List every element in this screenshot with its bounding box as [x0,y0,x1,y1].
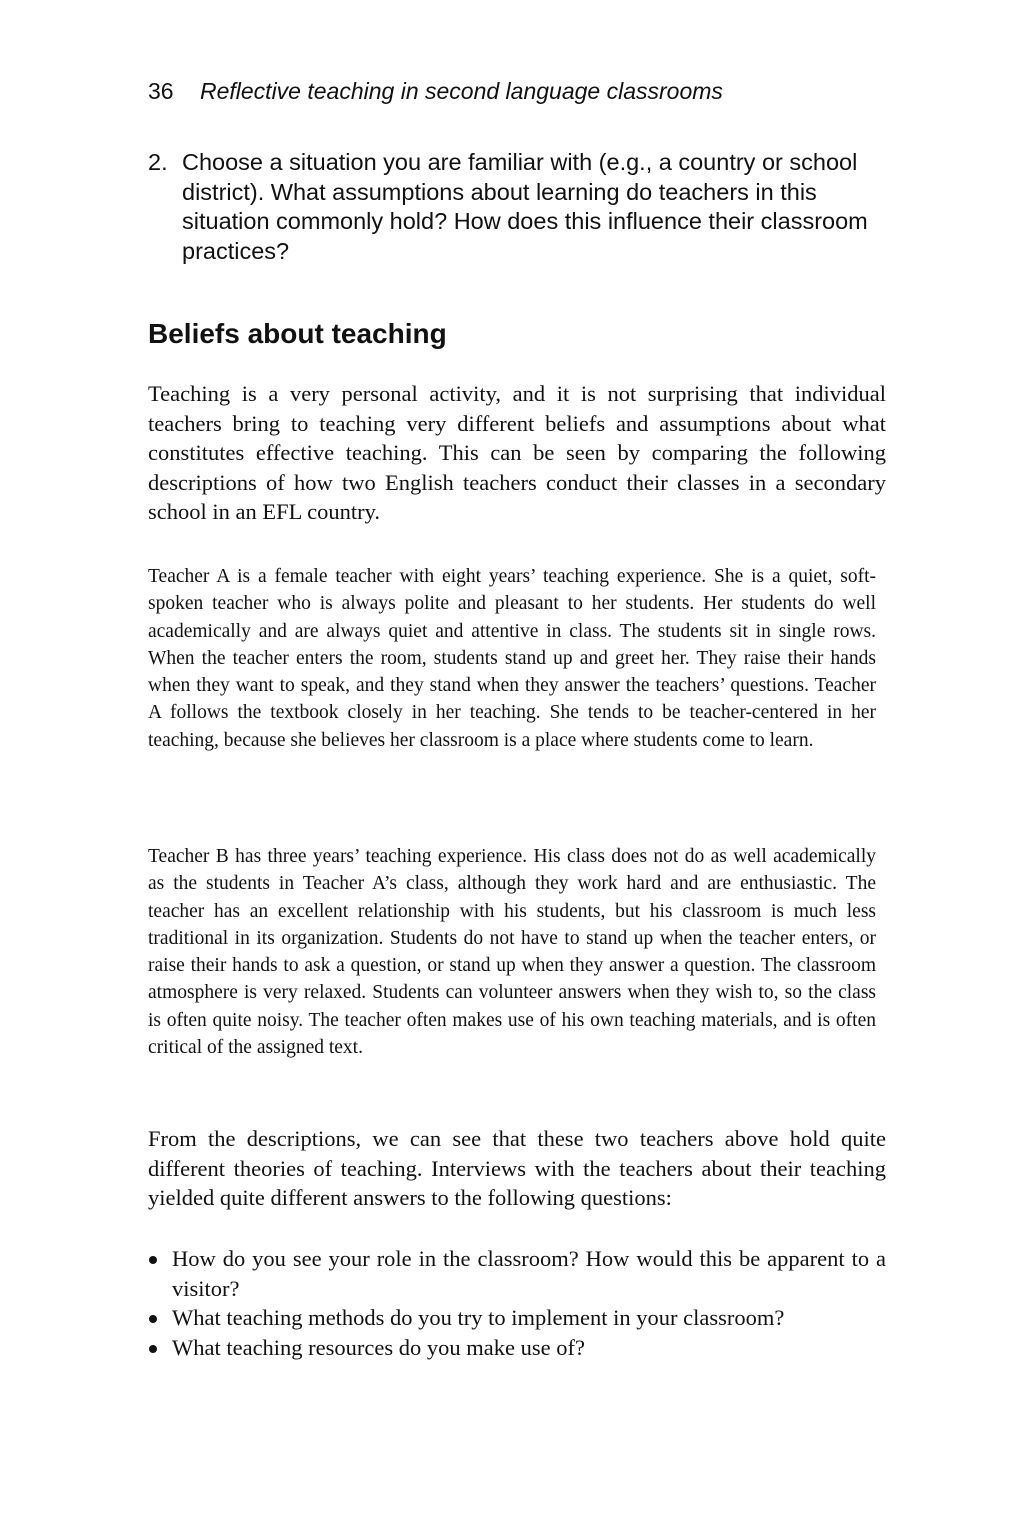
book-title: Reflective teaching in second language classrooms [199,78,723,104]
discussion-question [148,148,888,266]
list-item-text: What teaching resources do you make use of? [172,1334,585,1360]
question-list [148,1244,886,1362]
teacher-a-description: Teacher A is a female teacher with eight years’ teaching experience. She is a quiet, soft-spoken teacher who is always polite and pleasant to her students. Her students do well academically and are always quiet and attentive in class. The students sit in single rows. When the teacher enters the room, students stand up and greet her. They raise their hands when they want to speak, and they stand when they answer the teachers’ questions. Teacher A follows the textbook closely in her teaching. She tends to be teacher-centered in her teaching, because she believes her classroom is a place where students come to learn. [148,566,876,751]
question-text: Choose a situation you are familiar with (e.g., a country or school district). What assumptions about learning do teachers in this situation commonly hold? How does this influence their classroom practices? [182,149,868,264]
list-item [148,1244,886,1303]
question-number: 2. [148,149,168,175]
teacher-b-description: Teacher B has three years’ teaching experience. His class does not do as well academically as the students in Teacher A’s class, although they work hard and are enthusiastic. The teacher has an excellent relationship with his students, but his classroom is much less traditional in its organization. Students do not have to stand up when the teacher enters, or raise their hands to ask a question, or stand up when they answer a question. The classroom atmosphere is very relaxed. Students can volunteer answers when they wish to, so the class is often quite noisy. The teacher often makes use of his own teaching materials, and is often critical of the assigned text. [148,846,876,1059]
list-item [148,1333,886,1363]
bullet-icon [148,1244,172,1303]
section-heading: Beliefs about teaching [148,318,447,349]
bullet-icon [148,1333,172,1363]
page-number: 36 [148,78,174,104]
bullet-icon [148,1303,172,1333]
running-head [148,76,723,106]
outro-paragraph: From the descriptions, we can see that these two teachers above hold quite different theories of teaching. Interviews with the teachers about their teaching yielded quite different answers to the following questions: [148,1126,886,1210]
list-item [148,1303,886,1333]
list-item-text: What teaching methods do you try to implement in your classroom? [172,1305,785,1330]
intro-paragraph: Teaching is a very personal activity, and it is not surprising that individual teachers bring to teaching very different beliefs and assumptions about what constitutes effective teaching. This can be seen by comparing the following descriptions of how two English teachers conduct their classes in a secondary school in an EFL country. [148,381,886,524]
list-item-text: How do you see your role in the classroom? How would this be apparent to a visitor? [172,1246,886,1301]
